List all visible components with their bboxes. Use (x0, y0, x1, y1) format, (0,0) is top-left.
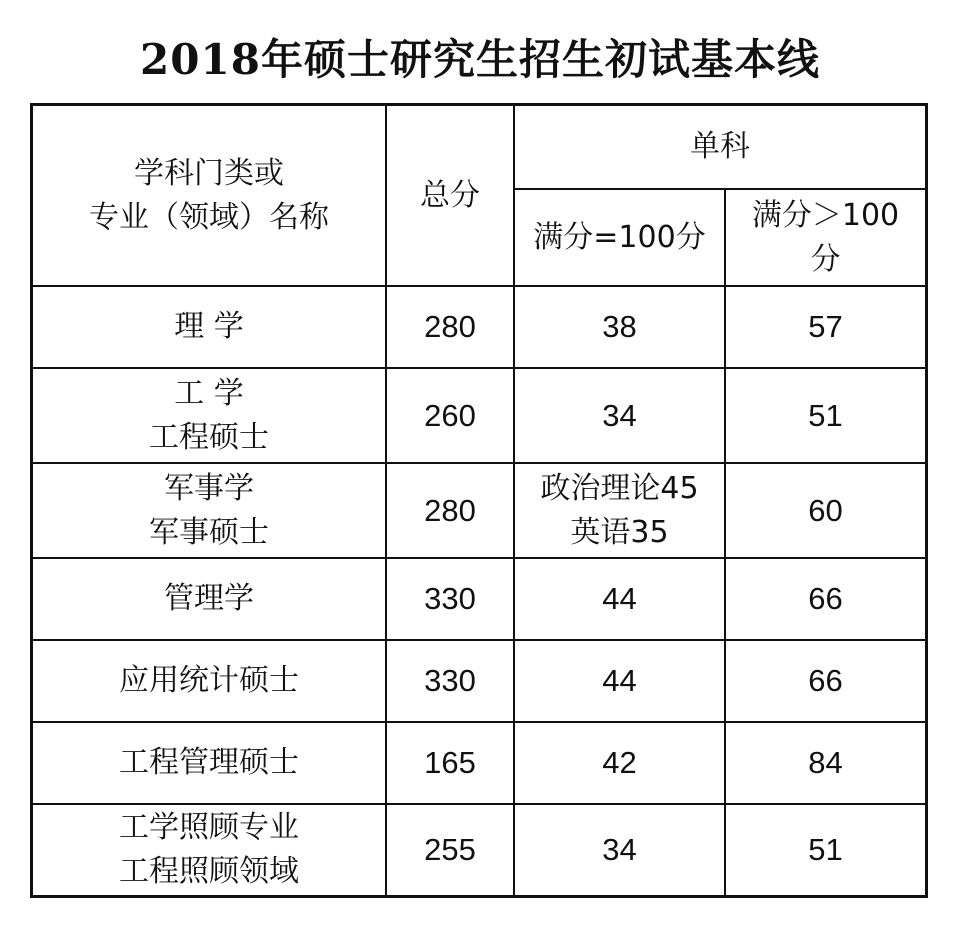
row-total: 280 (386, 286, 514, 368)
row-full100: 42 (514, 722, 725, 804)
table-row (33, 368, 925, 463)
row-total: 280 (386, 463, 514, 558)
row-fullover100: 66 (725, 640, 925, 722)
row-full100: 44 (514, 558, 725, 640)
table-row (33, 804, 925, 895)
header-fullover100-line2: 分 (810, 241, 841, 277)
row-total: 330 (386, 558, 514, 640)
row-full100: 34 (514, 804, 725, 895)
row-total: 330 (386, 640, 514, 722)
table-row (33, 722, 925, 804)
table-row (33, 463, 925, 558)
row-total: 165 (386, 722, 514, 804)
row-full100: 政治理论45 英语35 (514, 463, 725, 558)
table-row (33, 286, 925, 368)
row-total: 260 (386, 368, 514, 463)
row-fullover100: 84 (725, 722, 925, 804)
table-row (33, 640, 925, 722)
row-fullover100: 57 (725, 286, 925, 368)
score-table-frame (30, 103, 928, 898)
row-fullover100: 51 (725, 804, 925, 895)
row-name: 管理学 (33, 558, 386, 640)
row-full100: 38 (514, 286, 725, 368)
row-fullover100: 60 (725, 463, 925, 558)
row-name: 理 学 (33, 286, 386, 368)
header-single-subject: 单科 (514, 106, 925, 189)
header-fullover100 (725, 189, 925, 286)
header-fullover100-line1: 满分＞100 (751, 197, 900, 233)
header-total: 总分 (386, 106, 514, 286)
page-title: 2018年硕士研究生招生初试基本线 (140, 35, 820, 84)
row-name: 工学照顾专业 工程照顾领域 (33, 804, 386, 895)
row-full100: 44 (514, 640, 725, 722)
row-total: 255 (386, 804, 514, 895)
row-fullover100: 51 (725, 368, 925, 463)
row-name: 军事学 军事硕士 (33, 463, 386, 558)
row-full100: 34 (514, 368, 725, 463)
row-name: 应用统计硕士 (33, 640, 386, 722)
row-name: 工程管理硕士 (33, 722, 386, 804)
header-category (33, 106, 386, 286)
header-row (33, 106, 925, 189)
header-category-line1: 学科门类或 (134, 155, 284, 191)
score-table (33, 106, 925, 895)
table-row (33, 558, 925, 640)
header-full100: 满分=100分 (514, 189, 725, 286)
header-category-line2: 专业（领域）名称 (89, 199, 329, 235)
row-name: 工 学 工程硕士 (33, 368, 386, 463)
row-fullover100: 66 (725, 558, 925, 640)
